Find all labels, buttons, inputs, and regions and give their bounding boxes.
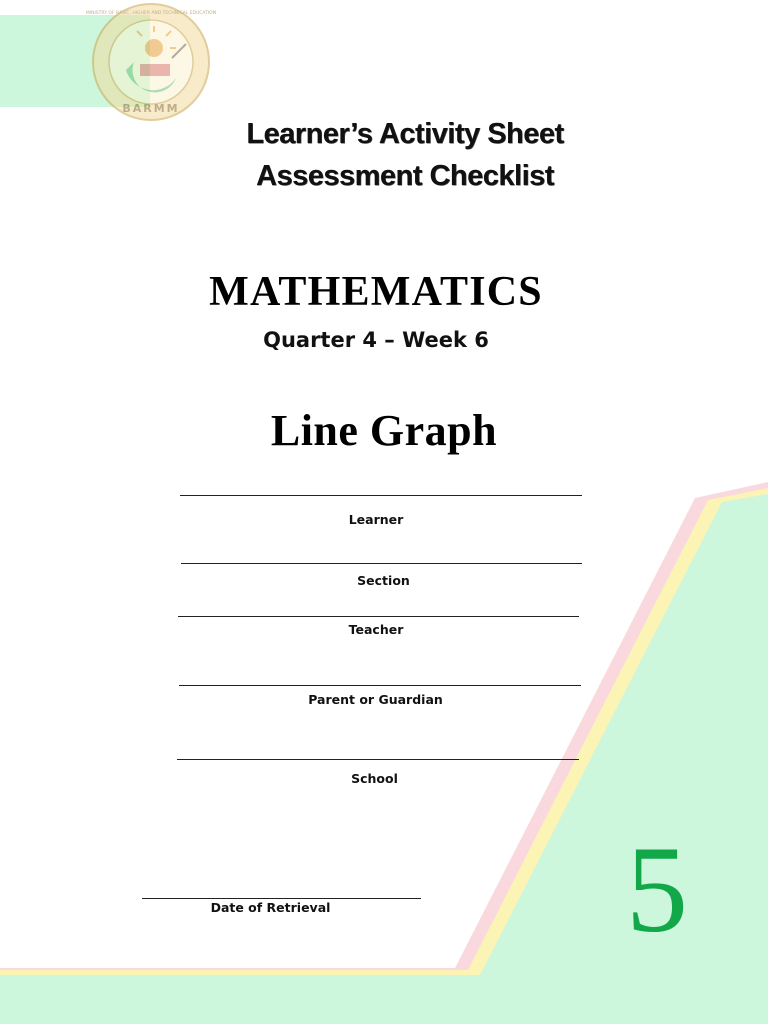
quarter-week: Quarter 4 – Week 6 [263,328,489,352]
teacher-line[interactable] [178,616,579,617]
section-label: Section [357,573,410,588]
learner-label: Learner [348,512,404,527]
learner-line[interactable] [180,495,582,496]
school-line[interactable] [177,759,579,760]
date-of-retrieval-label: Date of Retrieval [210,900,331,915]
topic-title: Line Graph [270,406,498,455]
sheet-title-line1: Learner’s Activity Sheet [246,118,564,150]
subject-title: MATHEMATICS [209,269,543,315]
parent-guardian-line[interactable] [179,685,581,686]
grade-number: 5 [626,821,688,958]
teacher-label: Teacher [348,622,404,637]
sheet-title-line2: Assessment Checklist [256,160,554,192]
seal-ring-text: MINISTRY OF BASIC, HIGHER AND TECHNICAL EDUCATION [86,11,216,16]
school-label: School [351,771,398,786]
parent-guardian-label: Parent or Guardian [308,692,443,707]
date-of-retrieval-line[interactable] [142,898,421,899]
barmm-seal-icon [86,0,216,124]
seal-bottom-text: BARMM [122,102,180,115]
section-line[interactable] [181,563,582,564]
